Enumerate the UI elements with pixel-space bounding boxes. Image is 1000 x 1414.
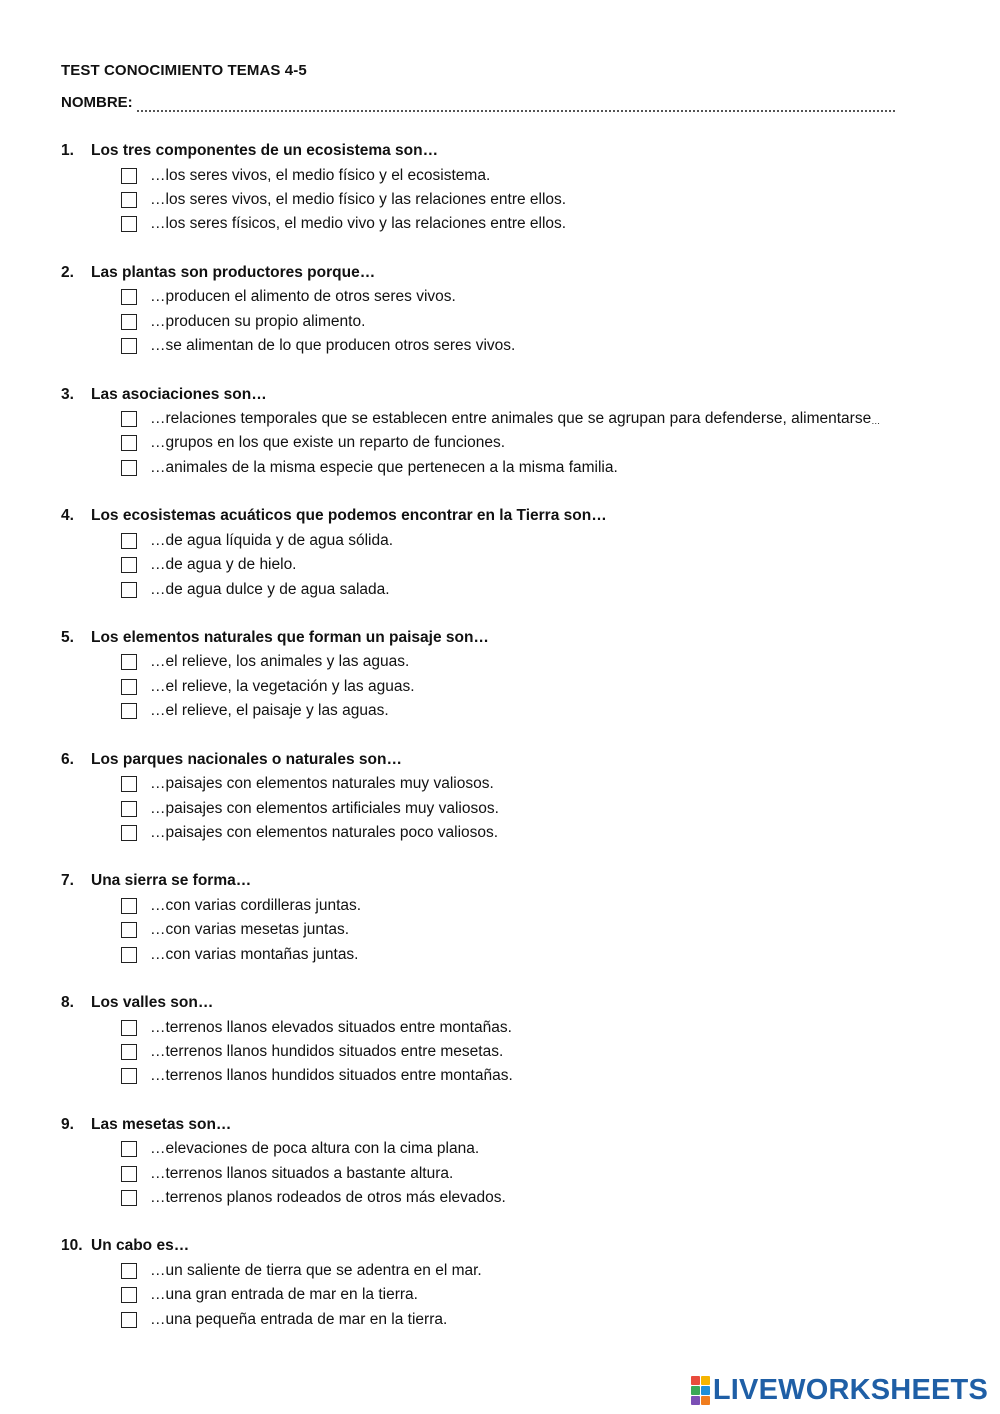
option-text: …de agua líquida y de agua sólida.	[150, 531, 394, 549]
question-5	[61, 626, 961, 748]
question-text: Los elementos naturales que forman un paisaje son…	[91, 629, 489, 646]
answer-option	[61, 456, 961, 480]
question-2	[61, 261, 961, 383]
answer-checkbox[interactable]	[121, 533, 137, 549]
answer-option	[61, 577, 961, 601]
question-list	[61, 139, 961, 1356]
answer-checkbox[interactable]	[121, 1020, 137, 1036]
answer-option	[61, 821, 961, 845]
question-1	[61, 139, 961, 261]
answer-checkbox[interactable]	[121, 947, 137, 963]
question-text: Una sierra se forma…	[91, 872, 252, 890]
option-text: …relaciones temporales que se establecen entre animales que se agrupan para defenderse, alimentarse	[150, 410, 872, 428]
answer-option	[61, 1283, 961, 1307]
answer-checkbox[interactable]	[121, 557, 137, 573]
name-label: NOMBRE:	[61, 94, 133, 111]
question-number: 10.	[61, 1237, 83, 1255]
answer-option	[61, 1307, 961, 1331]
logo-tile	[691, 1376, 700, 1385]
question-3	[61, 382, 961, 504]
question-heading	[61, 382, 961, 407]
question-text: Las mesetas son…	[91, 1115, 232, 1133]
question-7	[61, 869, 961, 991]
logo-tile	[691, 1386, 700, 1395]
answer-checkbox[interactable]	[121, 1044, 137, 1060]
option-text: …animales de la misma especie que pertenecen a la misma familia.	[150, 458, 618, 476]
answer-checkbox[interactable]	[121, 435, 137, 451]
answer-option	[61, 1040, 961, 1064]
question-number: 8.	[61, 994, 74, 1012]
option-text: …con varias montañas juntas.	[150, 945, 359, 963]
answer-checkbox[interactable]	[121, 1287, 137, 1303]
option-text: …paisajes con elementos naturales poco valiosos.	[150, 823, 499, 841]
option-text: …paisajes con elementos artificiales muy valiosos.	[150, 799, 499, 817]
option-text: …el relieve, el paisaje y las aguas.	[150, 702, 389, 720]
question-text: Los tres componentes de un ecosistema son…	[91, 142, 439, 160]
option-text: …con varias mesetas juntas.	[150, 921, 350, 939]
answer-checkbox[interactable]	[121, 216, 137, 232]
option-text: …terrenos llanos situados a bastante altura.	[150, 1164, 454, 1182]
answer-checkbox[interactable]	[121, 922, 137, 938]
option-text: …paisajes con elementos naturales muy valiosos.	[150, 775, 494, 793]
option-text: …una pequeña entrada de mar en la tierra.	[150, 1310, 448, 1328]
option-text: …elevaciones de poca altura con la cima plana.	[150, 1140, 480, 1158]
liveworksheets-brand[interactable]	[691, 1374, 988, 1406]
option-text: …terrenos llanos hundidos situados entre mesetas.	[150, 1042, 504, 1060]
option-text: …terrenos planos rodeados de otros más elevados.	[150, 1188, 506, 1206]
answer-option	[61, 1259, 961, 1283]
answer-option	[61, 796, 961, 820]
question-number: 6.	[61, 750, 74, 768]
question-4	[61, 504, 961, 626]
answer-checkbox[interactable]	[121, 898, 137, 914]
answer-checkbox[interactable]	[121, 825, 137, 841]
option-ellipsis: …	[871, 416, 881, 427]
answer-option	[61, 699, 961, 723]
answer-checkbox[interactable]	[121, 460, 137, 476]
answer-checkbox[interactable]	[121, 703, 137, 719]
question-10	[61, 1234, 961, 1356]
question-heading	[61, 139, 961, 164]
option-text: …de agua y de hielo.	[150, 556, 297, 574]
answer-option	[61, 894, 961, 918]
answer-checkbox[interactable]	[121, 1068, 137, 1084]
option-text: …con varias cordilleras juntas.	[150, 896, 362, 914]
option-text: …terrenos llanos elevados situados entre montañas.	[150, 1018, 512, 1036]
answer-option	[61, 918, 961, 942]
option-text: …producen su propio alimento.	[150, 312, 366, 330]
answer-option	[61, 1015, 961, 1039]
answer-checkbox[interactable]	[121, 654, 137, 670]
answer-checkbox[interactable]	[121, 411, 137, 427]
question-number: 5.	[61, 629, 74, 646]
answer-checkbox[interactable]	[121, 801, 137, 817]
answer-option	[61, 675, 961, 699]
option-text: …terrenos llanos hundidos situados entre montañas.	[150, 1067, 513, 1085]
answer-option	[61, 431, 961, 455]
question-6	[61, 747, 961, 869]
question-text: Los ecosistemas acuáticos que podemos encontrar en la Tierra son…	[91, 507, 607, 525]
answer-checkbox[interactable]	[121, 1190, 137, 1206]
option-text: …producen el alimento de otros seres vivos.	[150, 288, 456, 306]
option-text: …grupos en los que existe un reparto de funciones.	[150, 434, 506, 452]
answer-option	[61, 1064, 961, 1088]
option-text: …el relieve, la vegetación y las aguas.	[150, 677, 415, 695]
name-input-line[interactable]	[137, 110, 895, 112]
question-number: 9.	[61, 1115, 74, 1133]
question-text: Las asociaciones son…	[91, 385, 267, 403]
option-text: …una gran entrada de mar en la tierra.	[150, 1286, 418, 1304]
answer-option	[61, 1161, 961, 1185]
answer-checkbox[interactable]	[121, 168, 137, 184]
question-text: Los valles son…	[91, 994, 214, 1012]
logo-tile	[701, 1376, 710, 1385]
question-text: Un cabo es…	[91, 1237, 190, 1255]
answer-checkbox[interactable]	[121, 1166, 137, 1182]
option-text: …de agua dulce y de agua salada.	[150, 580, 390, 598]
question-heading	[61, 991, 961, 1016]
question-number: 2.	[61, 263, 74, 281]
logo-tile	[701, 1386, 710, 1395]
liveworksheets-logo-icon	[691, 1376, 710, 1405]
answer-option	[61, 407, 961, 431]
answer-checkbox[interactable]	[121, 192, 137, 208]
answer-option	[61, 212, 961, 236]
question-number: 3.	[61, 385, 74, 403]
page-title: TEST CONOCIMIENTO TEMAS 4-5	[61, 62, 307, 79]
question-9	[61, 1113, 961, 1235]
answer-option	[61, 772, 961, 796]
option-text: …los seres físicos, el medio vivo y las relaciones entre ellos.	[150, 215, 567, 233]
answer-option	[61, 942, 961, 966]
answer-checkbox[interactable]	[121, 338, 137, 354]
answer-checkbox[interactable]	[121, 289, 137, 305]
answer-option	[61, 188, 961, 212]
question-number: 1.	[61, 142, 74, 160]
question-heading	[61, 504, 961, 529]
answer-option	[61, 164, 961, 188]
logo-tile	[701, 1396, 710, 1405]
answer-checkbox[interactable]	[121, 1263, 137, 1279]
answer-option	[61, 1186, 961, 1210]
question-number: 7.	[61, 872, 74, 890]
question-heading	[61, 261, 961, 286]
option-text: …un saliente de tierra que se adentra en el mar.	[150, 1261, 482, 1279]
answer-checkbox[interactable]	[121, 679, 137, 695]
option-text: …se alimentan de lo que producen otros seres vivos.	[150, 337, 516, 355]
name-row	[61, 94, 895, 116]
question-heading	[61, 1113, 961, 1138]
answer-checkbox[interactable]	[121, 1141, 137, 1157]
answer-option	[61, 285, 961, 309]
question-text: Las plantas son productores porque…	[91, 263, 376, 281]
answer-option	[61, 529, 961, 553]
question-text: Los parques nacionales o naturales son…	[91, 750, 402, 768]
question-number: 4.	[61, 507, 74, 525]
question-heading	[61, 747, 961, 772]
answer-checkbox[interactable]	[121, 776, 137, 792]
answer-option	[61, 1137, 961, 1161]
answer-option	[61, 334, 961, 358]
answer-checkbox[interactable]	[121, 1312, 137, 1328]
question-heading	[61, 1234, 961, 1259]
option-text: …el relieve, los animales y las aguas.	[150, 653, 410, 671]
answer-option	[61, 553, 961, 577]
answer-option	[61, 650, 961, 674]
option-text: …los seres vivos, el medio físico y el ecosistema.	[150, 166, 491, 184]
brand-text: LIVEWORKSHEETS	[712, 1373, 988, 1406]
question-heading	[61, 626, 961, 651]
answer-option	[61, 310, 961, 334]
question-8	[61, 991, 961, 1113]
answer-checkbox[interactable]	[121, 582, 137, 598]
option-text: …los seres vivos, el medio físico y las relaciones entre ellos.	[150, 191, 567, 209]
question-heading	[61, 869, 961, 894]
answer-checkbox[interactable]	[121, 314, 137, 330]
logo-tile	[691, 1396, 700, 1405]
